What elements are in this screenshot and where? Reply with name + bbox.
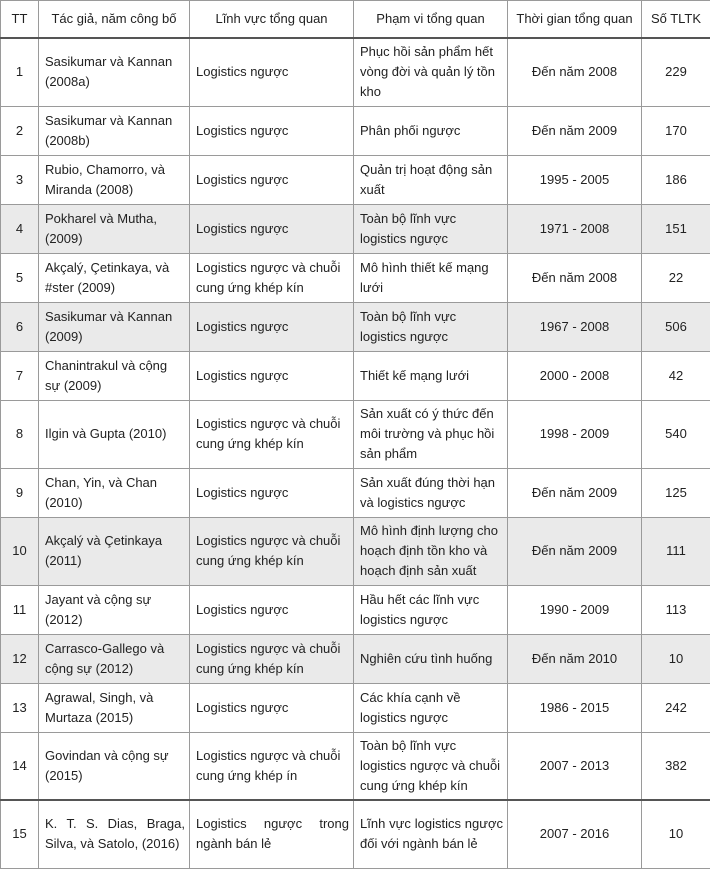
cell-count: 242 (642, 683, 710, 732)
table-row (1, 155, 710, 204)
header-scope: Phạm vi tổng quan (354, 1, 508, 39)
cell-tt: 3 (1, 155, 39, 204)
cell-time: Đến năm 2008 (508, 253, 642, 302)
cell-count: 382 (642, 732, 710, 800)
cell-time: 2000 - 2008 (508, 351, 642, 400)
cell-author: Carrasco-Gallego và cộng sự (2012) (39, 634, 190, 683)
cell-scope: Phục hồi sản phẩm hết vòng đời và quản lý tồn kho (354, 38, 508, 106)
cell-time: 1986 - 2015 (508, 683, 642, 732)
cell-time: Đến năm 2009 (508, 517, 642, 585)
cell-tt: 6 (1, 302, 39, 351)
table-row (1, 106, 710, 155)
cell-scope: Sản xuất có ý thức đến môi trường và phục hồi sản phẩm (354, 400, 508, 468)
cell-author: K. T. S. Dias, Braga, Silva, và Satolo, (2016) (39, 800, 190, 868)
table-row (1, 400, 710, 468)
cell-scope: Mô hình định lượng cho hoạch định tồn kho và hoạch định sản xuất (354, 517, 508, 585)
cell-tt: 9 (1, 468, 39, 517)
header-tt: TT (1, 1, 39, 39)
table-row (1, 468, 710, 517)
cell-scope: Thiết kế mạng lưới (354, 351, 508, 400)
cell-tt: 5 (1, 253, 39, 302)
cell-count: 42 (642, 351, 710, 400)
cell-field: Logistics ngược và chuỗi cung ứng khép ín (190, 732, 354, 800)
cell-tt: 13 (1, 683, 39, 732)
table-row (1, 732, 710, 800)
cell-tt: 10 (1, 517, 39, 585)
cell-scope: Nghiên cứu tình huống (354, 634, 508, 683)
cell-tt: 1 (1, 38, 39, 106)
cell-time: 1995 - 2005 (508, 155, 642, 204)
cell-time: Đến năm 2009 (508, 106, 642, 155)
cell-time: 1990 - 2009 (508, 585, 642, 634)
header-count: Số TLTK (642, 1, 710, 39)
cell-time: 1967 - 2008 (508, 302, 642, 351)
cell-count: 186 (642, 155, 710, 204)
cell-field: Logistics ngược và chuỗi cung ứng khép kín (190, 253, 354, 302)
table-row (1, 683, 710, 732)
cell-count: 151 (642, 204, 710, 253)
cell-scope: Mô hình thiết kế mạng lưới (354, 253, 508, 302)
cell-author: Akçalý, Çetinkaya, và #ster (2009) (39, 253, 190, 302)
cell-time: Đến năm 2008 (508, 38, 642, 106)
table-row (1, 204, 710, 253)
cell-author: Chanintrakul và cộng sự (2009) (39, 351, 190, 400)
cell-field: Logistics ngược và chuỗi cung ứng khép kín (190, 517, 354, 585)
cell-tt: 12 (1, 634, 39, 683)
cell-tt: 11 (1, 585, 39, 634)
header-row (1, 1, 710, 39)
cell-scope: Toàn bộ lĩnh vực logistics ngược và chuỗi cung ứng khép kín (354, 732, 508, 800)
cell-tt: 7 (1, 351, 39, 400)
cell-scope: Các khía cạnh về logistics ngược (354, 683, 508, 732)
cell-scope: Quản trị hoạt động sản xuất (354, 155, 508, 204)
cell-author: Sasikumar và Kannan (2009) (39, 302, 190, 351)
cell-field: Logistics ngược (190, 351, 354, 400)
header-author: Tác giả, năm công bố (39, 1, 190, 39)
cell-author: Jayant và cộng sự (2012) (39, 585, 190, 634)
cell-author: Sasikumar và Kannan (2008a) (39, 38, 190, 106)
cell-count: 111 (642, 517, 710, 585)
cell-tt: 14 (1, 732, 39, 800)
cell-author: Govindan và cộng sự (2015) (39, 732, 190, 800)
table-row (1, 351, 710, 400)
cell-tt: 8 (1, 400, 39, 468)
cell-author: Akçalý và Çetinkaya (2011) (39, 517, 190, 585)
cell-author: Chan, Yin, và Chan (2010) (39, 468, 190, 517)
cell-field: Logistics ngược (190, 585, 354, 634)
cell-time: 2007 - 2013 (508, 732, 642, 800)
cell-time: 1998 - 2009 (508, 400, 642, 468)
cell-field: Logistics ngược trong ngành bán lẻ (190, 800, 354, 868)
cell-scope: Lĩnh vực logistics ngược đối với ngành bán lẻ (354, 800, 508, 868)
cell-author: Agrawal, Singh, và Murtaza (2015) (39, 683, 190, 732)
cell-field: Logistics ngược (190, 38, 354, 106)
cell-author: Ilgin và Gupta (2010) (39, 400, 190, 468)
cell-count: 540 (642, 400, 710, 468)
table-row (1, 800, 710, 868)
cell-scope: Sản xuất đúng thời hạn và logistics ngược (354, 468, 508, 517)
table-row (1, 585, 710, 634)
cell-time: Đến năm 2010 (508, 634, 642, 683)
cell-scope: Phân phối ngược (354, 106, 508, 155)
cell-count: 22 (642, 253, 710, 302)
cell-count: 229 (642, 38, 710, 106)
cell-count: 125 (642, 468, 710, 517)
cell-count: 113 (642, 585, 710, 634)
cell-tt: 2 (1, 106, 39, 155)
cell-author: Sasikumar và Kannan (2008b) (39, 106, 190, 155)
cell-count: 506 (642, 302, 710, 351)
cell-count: 170 (642, 106, 710, 155)
cell-tt: 15 (1, 800, 39, 868)
header-field: Lĩnh vực tổng quan (190, 1, 354, 39)
cell-field: Logistics ngược (190, 204, 354, 253)
cell-field: Logistics ngược (190, 302, 354, 351)
cell-scope: Hầu hết các lĩnh vực logistics ngược (354, 585, 508, 634)
cell-time: 1971 - 2008 (508, 204, 642, 253)
cell-time: 2007 - 2016 (508, 800, 642, 868)
cell-tt: 4 (1, 204, 39, 253)
cell-count: 10 (642, 634, 710, 683)
table-row (1, 634, 710, 683)
cell-author: Pokharel và Mutha, (2009) (39, 204, 190, 253)
table-row (1, 253, 710, 302)
cell-author: Rubio, Chamorro, và Miranda (2008) (39, 155, 190, 204)
table-row (1, 302, 710, 351)
table-row (1, 517, 710, 585)
cell-scope: Toàn bộ lĩnh vực logistics ngược (354, 204, 508, 253)
header-time: Thời gian tổng quan (508, 1, 642, 39)
cell-time: Đến năm 2009 (508, 468, 642, 517)
cell-scope: Toàn bộ lĩnh vực logistics ngược (354, 302, 508, 351)
cell-field: Logistics ngược và chuỗi cung ứng khép kín (190, 634, 354, 683)
cell-field: Logistics ngược (190, 683, 354, 732)
cell-count: 10 (642, 800, 710, 868)
cell-field: Logistics ngược (190, 468, 354, 517)
cell-field: Logistics ngược (190, 155, 354, 204)
table-row (1, 38, 710, 106)
cell-field: Logistics ngược và chuỗi cung ứng khép kín (190, 400, 354, 468)
cell-field: Logistics ngược (190, 106, 354, 155)
